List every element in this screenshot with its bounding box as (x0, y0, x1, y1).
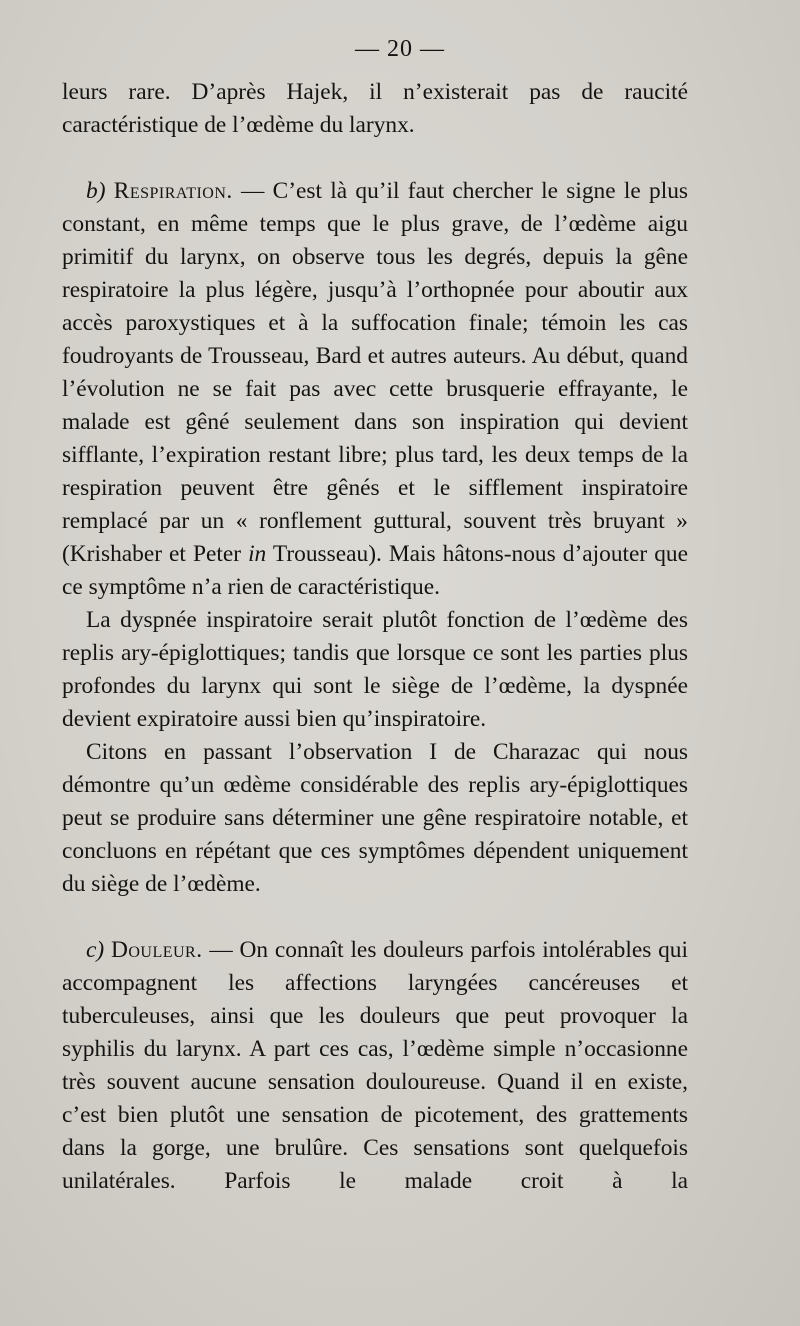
paragraph-dyspnee: La dyspnée inspiratoire serait plutôt fonction de l’œdème des replis ary-épiglottiques; tandis que lorsque ce sont les parties plus profondes du larynx qui sont le siège de l’œdème, la dyspnée devient expiratoire aussi bien qu’inspiratoire. (62, 607, 688, 732)
paragraph-charazac: Citons en passant l’observation I de Charazac qui nous démontre qu’un œdème considérable des replis ary-épiglottiques peut se produire sans déterminer une gêne respiratoire notable, et concluons en répétant que ces symptômes dépendent uniquement du siège de l’œdème. (62, 739, 688, 897)
paragraph-respiration (62, 175, 688, 604)
section-heading-douleur: Douleur. (110, 937, 203, 963)
section-label-b: b) (86, 178, 106, 204)
respiration-text-part-2: Trousseau). Mais hâtons-nous d’ajouter que ce symptôme n’a rien de caractéristique. (62, 541, 688, 600)
section-label-c: c) (86, 937, 105, 963)
paragraph-intro: leurs rare. D’après Hajek, il n’existerait pas de raucité caractéristique de l’œdème du larynx. (62, 79, 688, 138)
section-heading-respiration: Respiration. (113, 178, 233, 204)
paragraph-douleur (62, 934, 688, 1198)
respiration-text-part-1: — C’est là qu’il faut chercher le signe le plus constant, en même temps que le plus grave, de l’œdème aigu primitif du larynx, on observe tous les degrés, depuis la gêne respiratoire la plus légère, jusqu’à l’orthopnée pour aboutir aux accès paroxystiques et à la suffocation finale; témoin les cas foudroyants de Trousseau, Bard et autres auteurs. Au début, quand l’évolution ne se fait pas avec cette brusquerie effrayante, le malade est gêné seulement dans son inspiration qui devient sifflante, l’expiration restant libre; plus tard, les deux temps de la respiration peuvent être gênés et le sifflement inspiratoire remplacé par un « ronflement guttural, souvent très bruyant » (Krishaber et Peter (62, 178, 688, 567)
respiration-italic-in: in (248, 541, 267, 567)
douleur-text: — On connaît les douleurs parfois intolérables qui accompagnent les affections laryngées cancéreuses et tuberculeuses, ainsi que les douleurs que peut provoquer la syphilis du larynx. A part ces cas, l’œdème simple n’occasionne très souvent aucune sensation douloureuse. Quand il en existe, c’est bien plutôt une sensation de picotement, des grattements dans la gorge, une brulûre. Ces sensations sont quelquefois unilatérales. Parfois le malade croit à la (62, 937, 688, 1194)
page-body (62, 76, 688, 1198)
page-number: — 20 — (355, 36, 445, 62)
